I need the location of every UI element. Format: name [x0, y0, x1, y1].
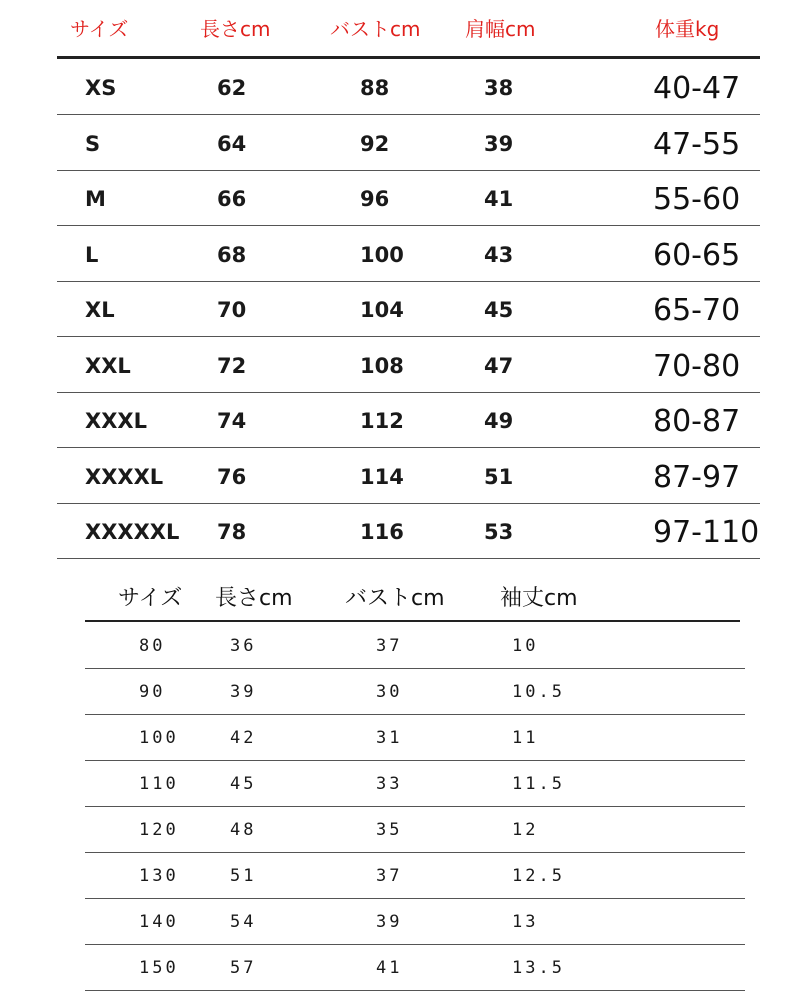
adult-cell-size: XXXXXL	[85, 520, 180, 544]
kids-table-row	[85, 760, 745, 807]
adult-cell-bust: 92	[360, 131, 390, 156]
kids-cell-bust: 30	[376, 682, 403, 702]
adult-cell-bust: 100	[360, 242, 404, 267]
adult-table-row	[57, 448, 760, 504]
kids-header-bust: バストcm	[345, 586, 445, 611]
kids-cell-sleeve: 12.5	[512, 866, 565, 886]
adult-cell-shoulder: 41	[484, 187, 514, 211]
adult-table-row	[57, 59, 760, 115]
adult-cell-size: XXXXL	[85, 464, 164, 489]
adult-cell-shoulder: 43	[484, 242, 514, 267]
adult-cell-bust: 108	[360, 353, 404, 378]
adult-cell-length: 70	[217, 298, 247, 322]
kids-cell-length: 36	[230, 636, 257, 656]
kids-cell-sleeve: 11.5	[512, 774, 565, 794]
adult-table-row	[57, 170, 760, 226]
adult-cell-shoulder: 47	[484, 353, 514, 378]
adult-cell-shoulder: 53	[484, 520, 514, 544]
adult-cell-length: 74	[217, 409, 247, 433]
adult-cell-bust: 88	[360, 76, 390, 100]
adult-cell-size: XXXL	[85, 409, 147, 433]
kids-cell-length: 57	[230, 958, 257, 978]
adult-cell-shoulder: 45	[484, 298, 514, 322]
adult-cell-length: 64	[217, 131, 247, 156]
adult-cell-weight: 65-70	[653, 293, 741, 328]
kids-cell-bust: 33	[376, 774, 403, 794]
adult-header-length: 長さcm	[200, 17, 271, 41]
kids-cell-size: 100	[139, 728, 179, 748]
kids-cell-size: 130	[139, 866, 179, 886]
adult-cell-size: M	[85, 187, 106, 211]
kids-table-row	[85, 714, 745, 761]
kids-table-row	[85, 852, 745, 899]
kids-table-row	[85, 806, 745, 853]
kids-header-size: サイズ	[118, 586, 183, 611]
kids-cell-bust: 37	[376, 636, 403, 656]
kids-header-length: 長さcm	[215, 586, 293, 611]
kids-cell-length: 54	[230, 912, 257, 932]
adult-cell-weight: 60-65	[653, 237, 741, 273]
adult-cell-weight: 97-110	[653, 515, 760, 550]
adult-table-row	[57, 503, 760, 559]
adult-cell-weight: 47-55	[653, 126, 741, 162]
kids-cell-sleeve: 13.5	[512, 958, 565, 978]
kids-cell-sleeve: 13	[512, 912, 539, 932]
adult-cell-shoulder: 39	[484, 131, 514, 156]
kids-cell-length: 42	[230, 728, 257, 748]
kids-cell-length: 51	[230, 866, 257, 886]
adult-cell-weight: 40-47	[653, 71, 741, 106]
kids-cell-length: 39	[230, 682, 257, 702]
kids-cell-sleeve: 11	[512, 728, 539, 748]
adult-cell-size: S	[85, 131, 101, 156]
kids-table-row	[85, 622, 745, 669]
adult-table-row	[57, 281, 760, 337]
adult-cell-weight: 87-97	[653, 459, 741, 495]
adult-cell-bust: 116	[360, 520, 404, 544]
adult-header-bust: バストcm	[330, 17, 421, 41]
adult-table-row	[57, 392, 760, 448]
adult-cell-weight: 55-60	[653, 182, 741, 217]
kids-cell-sleeve: 10.5	[512, 682, 565, 702]
adult-cell-length: 72	[217, 353, 247, 378]
adult-cell-length: 76	[217, 464, 247, 489]
adult-cell-length: 66	[217, 187, 247, 211]
adult-cell-length: 62	[217, 76, 247, 100]
adult-cell-weight: 80-87	[653, 404, 741, 439]
kids-cell-size: 110	[139, 774, 179, 794]
adult-cell-bust: 112	[360, 409, 404, 433]
adult-header-shoulder: 肩幅cm	[465, 17, 536, 41]
kids-cell-bust: 31	[376, 728, 403, 748]
kids-cell-size: 140	[139, 912, 179, 932]
adult-cell-bust: 96	[360, 187, 390, 211]
adult-table-row	[57, 226, 760, 282]
kids-cell-bust: 35	[376, 820, 403, 840]
adult-cell-length: 78	[217, 520, 247, 544]
adult-cell-shoulder: 51	[484, 464, 514, 489]
adult-cell-size: L	[85, 242, 99, 267]
adult-cell-length: 68	[217, 242, 247, 267]
kids-cell-bust: 39	[376, 912, 403, 932]
adult-cell-bust: 104	[360, 298, 404, 322]
kids-cell-sleeve: 12	[512, 820, 539, 840]
kids-cell-size: 90	[139, 682, 166, 702]
kids-table-row	[85, 668, 745, 715]
adult-cell-shoulder: 38	[484, 76, 514, 100]
kids-table-row	[85, 944, 745, 991]
kids-table-row	[85, 898, 745, 945]
adult-header-size: サイズ	[70, 17, 129, 41]
kids-header-sleeve: 袖丈cm	[500, 586, 578, 611]
kids-cell-bust: 37	[376, 866, 403, 886]
adult-header-weight: 体重kg	[655, 17, 720, 41]
adult-table-row	[57, 115, 760, 171]
adult-cell-weight: 70-80	[653, 348, 741, 384]
adult-table-row	[57, 337, 760, 393]
kids-cell-size: 80	[139, 636, 166, 656]
adult-cell-shoulder: 49	[484, 409, 514, 433]
kids-cell-size: 120	[139, 820, 179, 840]
adult-cell-size: XS	[85, 76, 117, 100]
kids-cell-length: 48	[230, 820, 257, 840]
kids-cell-bust: 41	[376, 958, 403, 978]
kids-cell-length: 45	[230, 774, 257, 794]
kids-cell-sleeve: 10	[512, 636, 539, 656]
adult-cell-size: XXL	[85, 353, 131, 378]
adult-cell-size: XL	[85, 298, 115, 322]
kids-cell-size: 150	[139, 958, 179, 978]
adult-cell-bust: 114	[360, 464, 404, 489]
